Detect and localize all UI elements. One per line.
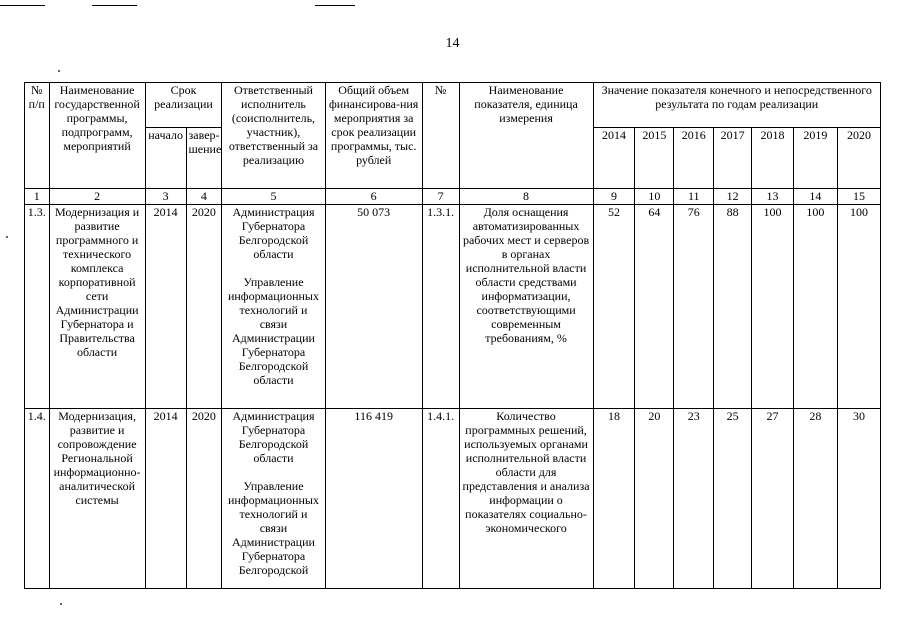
program-name: Модернизация и развитие программного и технического комплекса корпоративной сети Администрации Губернатора и Правительства области (49, 205, 145, 409)
column-number: 9 (593, 189, 635, 205)
column-number: 5 (222, 189, 325, 205)
executor-secondary: Управление информационных технологий и связи Администрации Губернатора Белгородской (227, 479, 319, 577)
start-year: 2014 (145, 409, 186, 589)
column-number: 10 (635, 189, 674, 205)
executor-cell (222, 205, 325, 409)
header-indicator-values: Значение показателя конечного и непосредственного результата по годам реализации (593, 83, 880, 128)
header-year: 2015 (635, 128, 674, 189)
column-number: 3 (145, 189, 186, 205)
end-year: 2020 (186, 409, 222, 589)
indicator-value: 20 (635, 409, 674, 589)
indicator-value: 25 (714, 409, 752, 589)
scan-speck (6, 236, 8, 238)
table-row (25, 409, 881, 589)
header-program-name: Наименование государственной программы, подпрограмм, мероприятий (49, 83, 145, 189)
executor-cell (222, 409, 325, 589)
indicator-name: Количество программных решений, используемых органами исполнительной власти области для представления и анализа информации о показателях социально-экономического (459, 409, 593, 589)
row-number: 1.4. (25, 409, 50, 589)
header-year: 2016 (674, 128, 714, 189)
header-year: 2017 (714, 128, 752, 189)
program-name: Модернизация, развитие и сопровождение Региональной информационно-аналитической системы (49, 409, 145, 589)
indicator-number: 1.4.1. (422, 409, 459, 589)
header-start: начало (145, 128, 186, 189)
indicator-value: 52 (593, 205, 635, 409)
header-year: 2018 (751, 128, 793, 189)
column-number: 11 (674, 189, 714, 205)
indicator-value: 30 (837, 409, 880, 589)
scan-speck (60, 603, 62, 605)
table-row (25, 205, 881, 409)
executor-primary: Администрация Губернатора Белгородской области (232, 409, 315, 465)
end-year: 2020 (186, 205, 222, 409)
column-number: 13 (751, 189, 793, 205)
header-year: 2019 (793, 128, 837, 189)
indicator-number: 1.3.1. (422, 205, 459, 409)
column-number: 7 (422, 189, 459, 205)
header-executor: Ответственный исполнитель (соисполнитель, участник), ответственный за реализацию (222, 83, 325, 189)
header-indicator-name: Наименование показателя, единица измерения (459, 83, 593, 189)
indicator-value: 64 (635, 205, 674, 409)
indicator-value: 100 (793, 205, 837, 409)
header-period: Срок реализации (145, 83, 222, 128)
header-end: завер-шение (186, 128, 222, 189)
indicator-value: 18 (593, 409, 635, 589)
page-number: 14 (445, 36, 460, 51)
scan-line (0, 5, 45, 6)
scan-line (315, 5, 355, 6)
header-indicator-number: № (422, 83, 459, 189)
column-number: 14 (793, 189, 837, 205)
column-number: 12 (714, 189, 752, 205)
column-number: 8 (459, 189, 593, 205)
column-number: 6 (325, 189, 422, 205)
row-number: 1.3. (25, 205, 50, 409)
funding-amount: 50 073 (325, 205, 422, 409)
indicator-value: 76 (674, 205, 714, 409)
funding-amount: 116 419 (325, 409, 422, 589)
start-year: 2014 (145, 205, 186, 409)
indicator-value: 27 (751, 409, 793, 589)
header-year: 2020 (837, 128, 880, 189)
program-table (24, 82, 881, 589)
indicator-value: 28 (793, 409, 837, 589)
column-number: 15 (837, 189, 880, 205)
scan-speck (58, 70, 60, 72)
header-funding: Общий объем финансирова-ния мероприятия за срок реализации программы, тыс. рублей (325, 83, 422, 189)
scan-line (92, 5, 137, 6)
column-number: 1 (25, 189, 50, 205)
column-number: 2 (49, 189, 145, 205)
executor-primary: Администрация Губернатора Белгородской области (232, 205, 315, 261)
executor-secondary: Управление информационных технологий и связи Администрации Губернатора Белгородской области (227, 275, 319, 387)
indicator-value: 100 (837, 205, 880, 409)
indicator-name: Доля оснащения автоматизированных рабочих мест и серверов в органах исполнительной власти области средствами информатизации, соответствующими современным требованиям, % (459, 205, 593, 409)
indicator-value: 23 (674, 409, 714, 589)
header-year: 2014 (593, 128, 635, 189)
header-row-number: № п/п (25, 83, 50, 189)
column-number: 4 (186, 189, 222, 205)
indicator-value: 100 (751, 205, 793, 409)
indicator-value: 88 (714, 205, 752, 409)
